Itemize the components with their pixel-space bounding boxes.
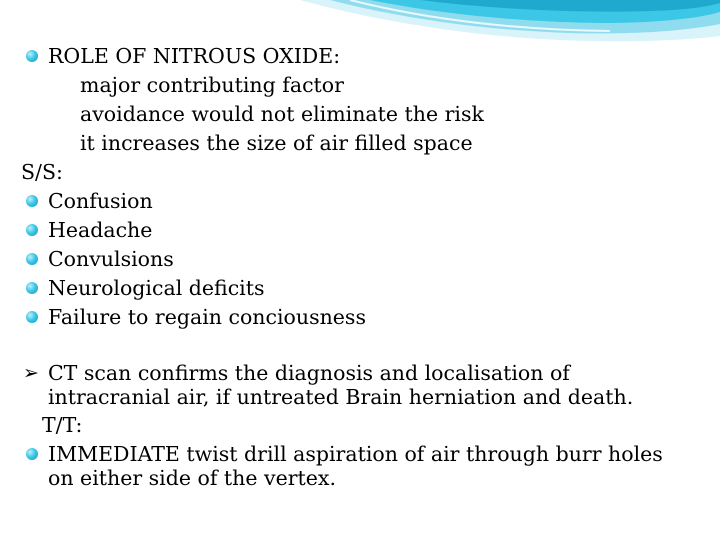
role-subpoint: it increases the size of air filled space [80,131,473,155]
role-subpoint: avoidance would not eliminate the risk [80,102,484,126]
bullet-icon [26,50,38,62]
bullet-icon [26,448,38,460]
ct-scan-line: intracranial air, if untreated Brain herniation and death. [48,385,634,409]
arrow-bullet-icon: ➢ [23,362,39,384]
symptom-item: Failure to regain conciousness [48,305,366,329]
bullet-icon [26,282,38,294]
bullet-icon [26,195,38,207]
bullet-icon [26,253,38,265]
symptom-item: Convulsions [48,247,174,271]
role-heading: ROLE OF NITROUS OXIDE: [48,44,341,68]
treatment-line: IMMEDIATE twist drill aspiration of air through burr holes [48,442,663,466]
signs-symptoms-label: S/S: [21,160,63,184]
symptom-item: Headache [48,218,153,242]
role-subpoint: major contributing factor [80,73,344,97]
bullet-icon [26,224,38,236]
symptom-item: Confusion [48,189,153,213]
symptom-item: Neurological deficits [48,276,265,300]
treatment-line: on either side of the vertex. [48,466,336,490]
treatment-label: T/T: [42,413,83,437]
bullet-icon [26,311,38,323]
ct-scan-line: CT scan confirms the diagnosis and localisation of [48,361,570,385]
